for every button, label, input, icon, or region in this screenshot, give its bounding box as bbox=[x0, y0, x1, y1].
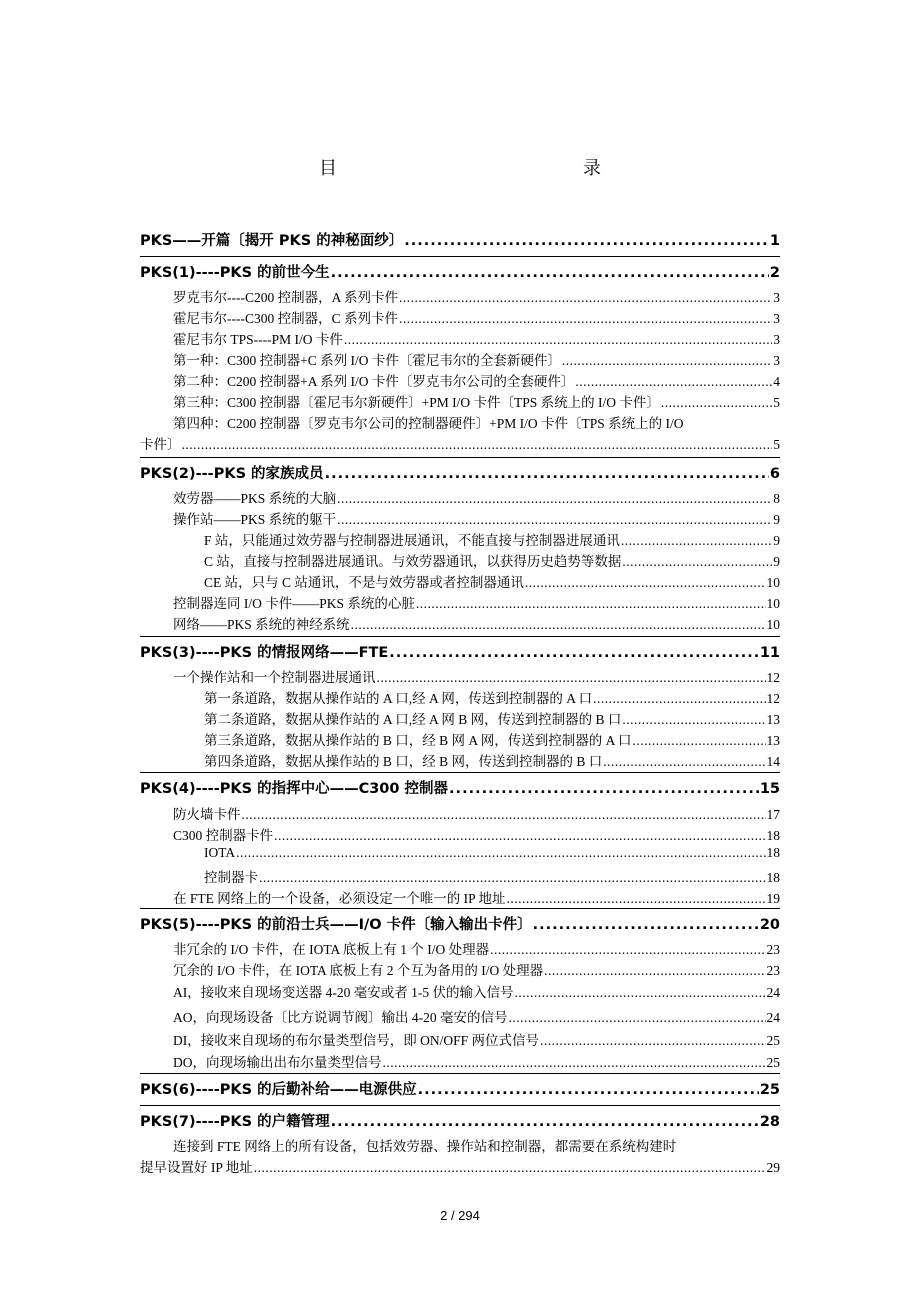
toc-entry-title: 在 FTE 网络上的一个设备，必须设定一个唯一的 IP 地址 bbox=[173, 891, 506, 906]
toc-leader-dots bbox=[331, 1114, 759, 1130]
toc-entry-page: 25 bbox=[766, 1033, 780, 1048]
toc-entry-title: 霍尼韦尔 TPS----PM I/O 卡件 bbox=[173, 332, 343, 347]
toc-leader-dots bbox=[621, 533, 772, 549]
section-divider bbox=[140, 256, 780, 257]
toc-leader-dots bbox=[540, 1033, 765, 1049]
toc-entry[interactable] bbox=[140, 487, 780, 507]
toc-entry-title: 控制器卡 bbox=[204, 870, 258, 885]
toc-entry-page: 14 bbox=[766, 754, 780, 769]
toc-entry-title: 第一条道路，数据从操作站的 A 口,经 A 网，传送到控制器的 A 口 bbox=[204, 691, 593, 706]
toc-entry-title: IOTA bbox=[204, 845, 236, 860]
toc-entry-page: 10 bbox=[766, 575, 780, 590]
toc-entry-page: 15 bbox=[759, 781, 780, 797]
toc-entry-page: 3 bbox=[773, 290, 780, 305]
toc-entry-page: 9 bbox=[773, 554, 780, 569]
toc-leader-dots bbox=[389, 645, 759, 661]
toc-entry-page: 25 bbox=[759, 1082, 780, 1098]
toc-entry-page: 24 bbox=[766, 1010, 780, 1025]
toc-entry-page: 1 bbox=[769, 233, 780, 249]
page-number: 2 / 294 bbox=[440, 1208, 480, 1223]
page-title: 目 录 bbox=[319, 158, 671, 178]
toc-entry[interactable] bbox=[140, 866, 780, 886]
toc-entry-page: 10 bbox=[766, 617, 780, 632]
toc-entry-page: 18 bbox=[766, 870, 780, 885]
toc-entry-page: 12 bbox=[766, 670, 780, 685]
toc-entry-title: PKS(5)----PKS 的前沿士兵——I/O 卡件〔输入输出卡件〕 bbox=[140, 917, 532, 933]
toc-leader-dots bbox=[544, 963, 765, 979]
toc-leader-dots bbox=[418, 1082, 759, 1098]
toc-entry[interactable] bbox=[140, 1029, 780, 1049]
toc-leader-dots bbox=[259, 870, 766, 886]
toc-entry-title: 第三种：C300 控制器〔霍尼韦尔新硬件〕+PM I/O 卡件〔TPS 系统上的 I/O 卡件〕 bbox=[173, 395, 660, 410]
toc-entry[interactable] bbox=[140, 529, 780, 549]
toc-leader-dots bbox=[603, 754, 765, 770]
toc-entry[interactable] bbox=[140, 959, 780, 979]
toc-entry[interactable] bbox=[140, 708, 780, 728]
toc-entry-title: PKS——开篇〔揭开 PKS 的神秘面纱〕 bbox=[140, 233, 404, 249]
toc-entry-page: 5 bbox=[773, 395, 780, 410]
toc-entry[interactable] bbox=[140, 981, 780, 1001]
toc-entry[interactable] bbox=[140, 1006, 780, 1026]
toc-leader-dots bbox=[325, 466, 769, 482]
toc-entry-title: C300 控制器卡件 bbox=[173, 828, 274, 843]
toc-entry-title: PKS(4)----PKS 的指挥中心——C300 控制器 bbox=[140, 781, 449, 797]
toc-entry-page: 29 bbox=[766, 1160, 780, 1175]
toc-entry[interactable] bbox=[140, 433, 780, 453]
section-divider bbox=[140, 1073, 780, 1074]
toc-entry[interactable] bbox=[140, 824, 780, 844]
toc-entry[interactable] bbox=[140, 777, 780, 798]
toc-leader-dots bbox=[515, 985, 766, 1001]
toc-entry-title: PKS(1)----PKS 的前世今生 bbox=[140, 265, 330, 281]
toc-entry[interactable] bbox=[140, 571, 780, 591]
toc-entry-title: C 站，直接与控制器进展通讯。与效劳器通讯，以获得历史趋势等数据 bbox=[204, 554, 622, 569]
toc-entry-page: 8 bbox=[773, 491, 780, 506]
toc-entry[interactable] bbox=[140, 613, 780, 633]
toc-leader-dots bbox=[337, 491, 772, 507]
toc-leader-dots bbox=[351, 617, 766, 633]
toc-leader-dots bbox=[182, 437, 773, 453]
toc-entry-page: 6 bbox=[769, 466, 780, 482]
toc-entry-title: 网络——PKS 系统的神经系统 bbox=[173, 617, 350, 632]
toc-entry-page: 3 bbox=[773, 353, 780, 368]
toc-entry-title: 罗克韦尔----C200 控制器，A 系列卡件 bbox=[173, 290, 398, 305]
toc-entry[interactable] bbox=[140, 370, 780, 390]
toc-entry-title: 第二条道路，数据从操作站的 A 口,经 A 网 B 网，传送到控制器的 B 口 bbox=[204, 712, 622, 727]
toc-entry-page: 20 bbox=[759, 917, 780, 933]
section-divider bbox=[140, 636, 780, 637]
toc-entry-page: 25 bbox=[766, 1055, 780, 1070]
toc-entry[interactable] bbox=[140, 462, 780, 483]
toc-entry[interactable] bbox=[140, 1051, 780, 1071]
toc-leader-dots bbox=[525, 575, 766, 591]
toc-entry-title: AI，接收来自现场变送器 4-20 毫安或者 1-5 伏的输入信号 bbox=[173, 985, 514, 1000]
toc-leader-dots bbox=[575, 374, 772, 390]
toc-entry-title: 非冗余的 I/O 卡件，在 IOTA 底板上有 1 个 I/O 处理器 bbox=[173, 942, 490, 957]
toc-entry[interactable] bbox=[140, 1156, 780, 1176]
toc-entry-title: DI，接收来自现场的布尔量类型信号，即 ON/OFF 两位式信号 bbox=[173, 1033, 540, 1048]
toc-leader-dots bbox=[533, 917, 759, 933]
toc-entry[interactable] bbox=[140, 641, 780, 662]
section-divider bbox=[140, 772, 780, 773]
toc-entry-title: PKS(6)----PKS 的后勤补给——电源供应 bbox=[140, 1082, 417, 1098]
toc-entry-title: CE 站，只与 C 站通讯，不是与效劳器或者控制器通讯 bbox=[204, 575, 524, 590]
toc-entry-title: 第四条道路，数据从操作站的 B 口，经 B 网，传送到控制器的 B 口 bbox=[204, 754, 603, 769]
toc-entry-page: 28 bbox=[759, 1114, 780, 1130]
toc-entry-wrapped-line[interactable]: 连接到 FTE 网络上的所有设备，包括效劳器、操作站和控制器，都需要在系统构建时 bbox=[173, 1139, 677, 1154]
toc-entry-page: 12 bbox=[766, 691, 780, 706]
toc-entry-page: 18 bbox=[766, 828, 780, 843]
toc-entry[interactable] bbox=[140, 729, 780, 749]
section-divider bbox=[140, 1105, 780, 1106]
toc-leader-dots bbox=[274, 828, 765, 844]
toc-entry[interactable] bbox=[140, 666, 780, 686]
toc-leader-dots bbox=[236, 845, 765, 861]
toc-entry[interactable] bbox=[140, 938, 780, 958]
toc-entry-page: 13 bbox=[766, 733, 780, 748]
toc-entry-page: 2 bbox=[769, 265, 780, 281]
toc-entry-page: 5 bbox=[773, 437, 780, 452]
toc-entry[interactable] bbox=[140, 229, 780, 250]
toc-leader-dots bbox=[242, 807, 766, 823]
section-divider bbox=[140, 908, 780, 909]
toc-entry[interactable] bbox=[140, 913, 780, 934]
toc-leader-dots bbox=[377, 670, 766, 686]
toc-leader-dots bbox=[562, 353, 772, 369]
toc-entry-title: DO，向现场输出出布尔量类型信号 bbox=[173, 1055, 382, 1070]
toc-entry-page: 23 bbox=[766, 963, 780, 978]
toc-entry-title: 冗余的 I/O 卡件，在 IOTA 底板上有 2 个互为备用的 I/O 处理器 bbox=[173, 963, 544, 978]
toc-leader-dots bbox=[633, 733, 766, 749]
toc-entry[interactable] bbox=[140, 687, 780, 707]
toc-leader-dots bbox=[344, 332, 772, 348]
toc-entry-title: 操作站——PKS 系统的躯干 bbox=[173, 512, 337, 527]
toc-entry-title: AO，向现场设备〔比方说调节阀〕输出 4-20 毫安的信号 bbox=[173, 1010, 508, 1025]
toc-entry[interactable] bbox=[140, 592, 780, 612]
toc-entry-title-continued: 卡件〕 bbox=[140, 437, 181, 452]
toc-entry-title: 效劳器——PKS 系统的大脑 bbox=[173, 491, 337, 506]
toc-entry-title-continued: 提早设置好 IP 地址 bbox=[140, 1160, 253, 1175]
toc-entry[interactable] bbox=[140, 391, 780, 411]
toc-leader-dots bbox=[449, 781, 759, 797]
toc-entry-title: 防火墙卡件 bbox=[173, 807, 241, 822]
toc-entry-page: 24 bbox=[766, 985, 780, 1000]
toc-entry-title: 第一种：C300 控制器+C 系列 I/O 卡件〔霍尼韦尔的全套新硬件〕 bbox=[173, 353, 561, 368]
toc-entry-title: 控制器连同 I/O 卡件——PKS 系统的心脏 bbox=[173, 596, 415, 611]
toc-entry[interactable] bbox=[140, 328, 780, 348]
toc-leader-dots bbox=[509, 1010, 766, 1026]
toc-entry-page: 10 bbox=[766, 596, 780, 611]
toc-entry-page: 11 bbox=[759, 645, 780, 661]
section-divider bbox=[140, 457, 780, 458]
toc-entry-page: 19 bbox=[766, 891, 780, 906]
toc-entry-page: 18 bbox=[766, 845, 780, 860]
toc-leader-dots bbox=[593, 691, 765, 707]
toc-entry-page: 13 bbox=[766, 712, 780, 727]
toc-entry-title: 一个操作站和一个控制器进展通讯 bbox=[173, 670, 376, 685]
toc-leader-dots bbox=[507, 891, 766, 907]
toc-entry-page: 3 bbox=[773, 311, 780, 326]
toc-entry-title: 霍尼韦尔----C300 控制器，C 系列卡件 bbox=[173, 311, 398, 326]
toc-leader-dots bbox=[383, 1055, 766, 1071]
toc-leader-dots bbox=[404, 233, 769, 249]
toc-entry-title: PKS(3)----PKS 的情报网络——FTE bbox=[140, 645, 389, 661]
toc-entry-title: PKS(2)---PKS 的家族成员 bbox=[140, 466, 324, 482]
toc-entry-page: 3 bbox=[773, 332, 780, 347]
toc-leader-dots bbox=[622, 554, 772, 570]
toc-entry-page: 23 bbox=[766, 942, 780, 957]
toc-entry[interactable] bbox=[140, 887, 780, 907]
toc-leader-dots bbox=[254, 1160, 766, 1176]
toc-entry-page: 4 bbox=[773, 374, 780, 389]
toc-entry[interactable] bbox=[140, 307, 780, 327]
toc-entry[interactable] bbox=[140, 750, 780, 770]
toc-entry-page: 9 bbox=[773, 533, 780, 548]
toc-entry-title: 第二种：C200 控制器+A 系列 I/O 卡件〔罗克韦尔公司的全套硬件〕 bbox=[173, 374, 575, 389]
toc-entry[interactable] bbox=[140, 803, 780, 823]
toc-entry[interactable] bbox=[140, 261, 780, 282]
toc-entry-wrapped-line[interactable]: 第四种：C200 控制器〔罗克韦尔公司的控制器硬件〕+PM I/O 卡件〔TPS 系统上的 I/O bbox=[173, 416, 684, 431]
toc-leader-dots bbox=[661, 395, 772, 411]
toc-leader-dots bbox=[416, 596, 766, 612]
toc-entry-title: 第三条道路，数据从操作站的 B 口，经 B 网 A 网，传送到控制器的 A 口 bbox=[204, 733, 632, 748]
toc-leader-dots bbox=[399, 311, 772, 327]
toc-entry-page: 17 bbox=[766, 807, 780, 822]
toc-entry[interactable] bbox=[140, 1078, 780, 1099]
toc-entry-title: PKS(7)----PKS 的户籍管理 bbox=[140, 1114, 330, 1130]
toc-entry[interactable] bbox=[140, 550, 780, 570]
toc-leader-dots bbox=[337, 512, 772, 528]
toc-leader-dots bbox=[490, 942, 765, 958]
toc-leader-dots bbox=[622, 712, 765, 728]
toc-entry-page: 9 bbox=[773, 512, 780, 527]
toc-entry[interactable] bbox=[140, 349, 780, 369]
toc-entry-title: F 站，只能通过效劳器与控制器进展通讯，不能直接与控制器进展通讯 bbox=[204, 533, 620, 548]
toc-entry[interactable] bbox=[140, 508, 780, 528]
toc-entry[interactable] bbox=[140, 845, 780, 861]
toc-leader-dots bbox=[399, 290, 772, 306]
toc-leader-dots bbox=[331, 265, 769, 281]
toc-entry[interactable] bbox=[140, 1110, 780, 1131]
toc-entry[interactable] bbox=[140, 286, 780, 306]
